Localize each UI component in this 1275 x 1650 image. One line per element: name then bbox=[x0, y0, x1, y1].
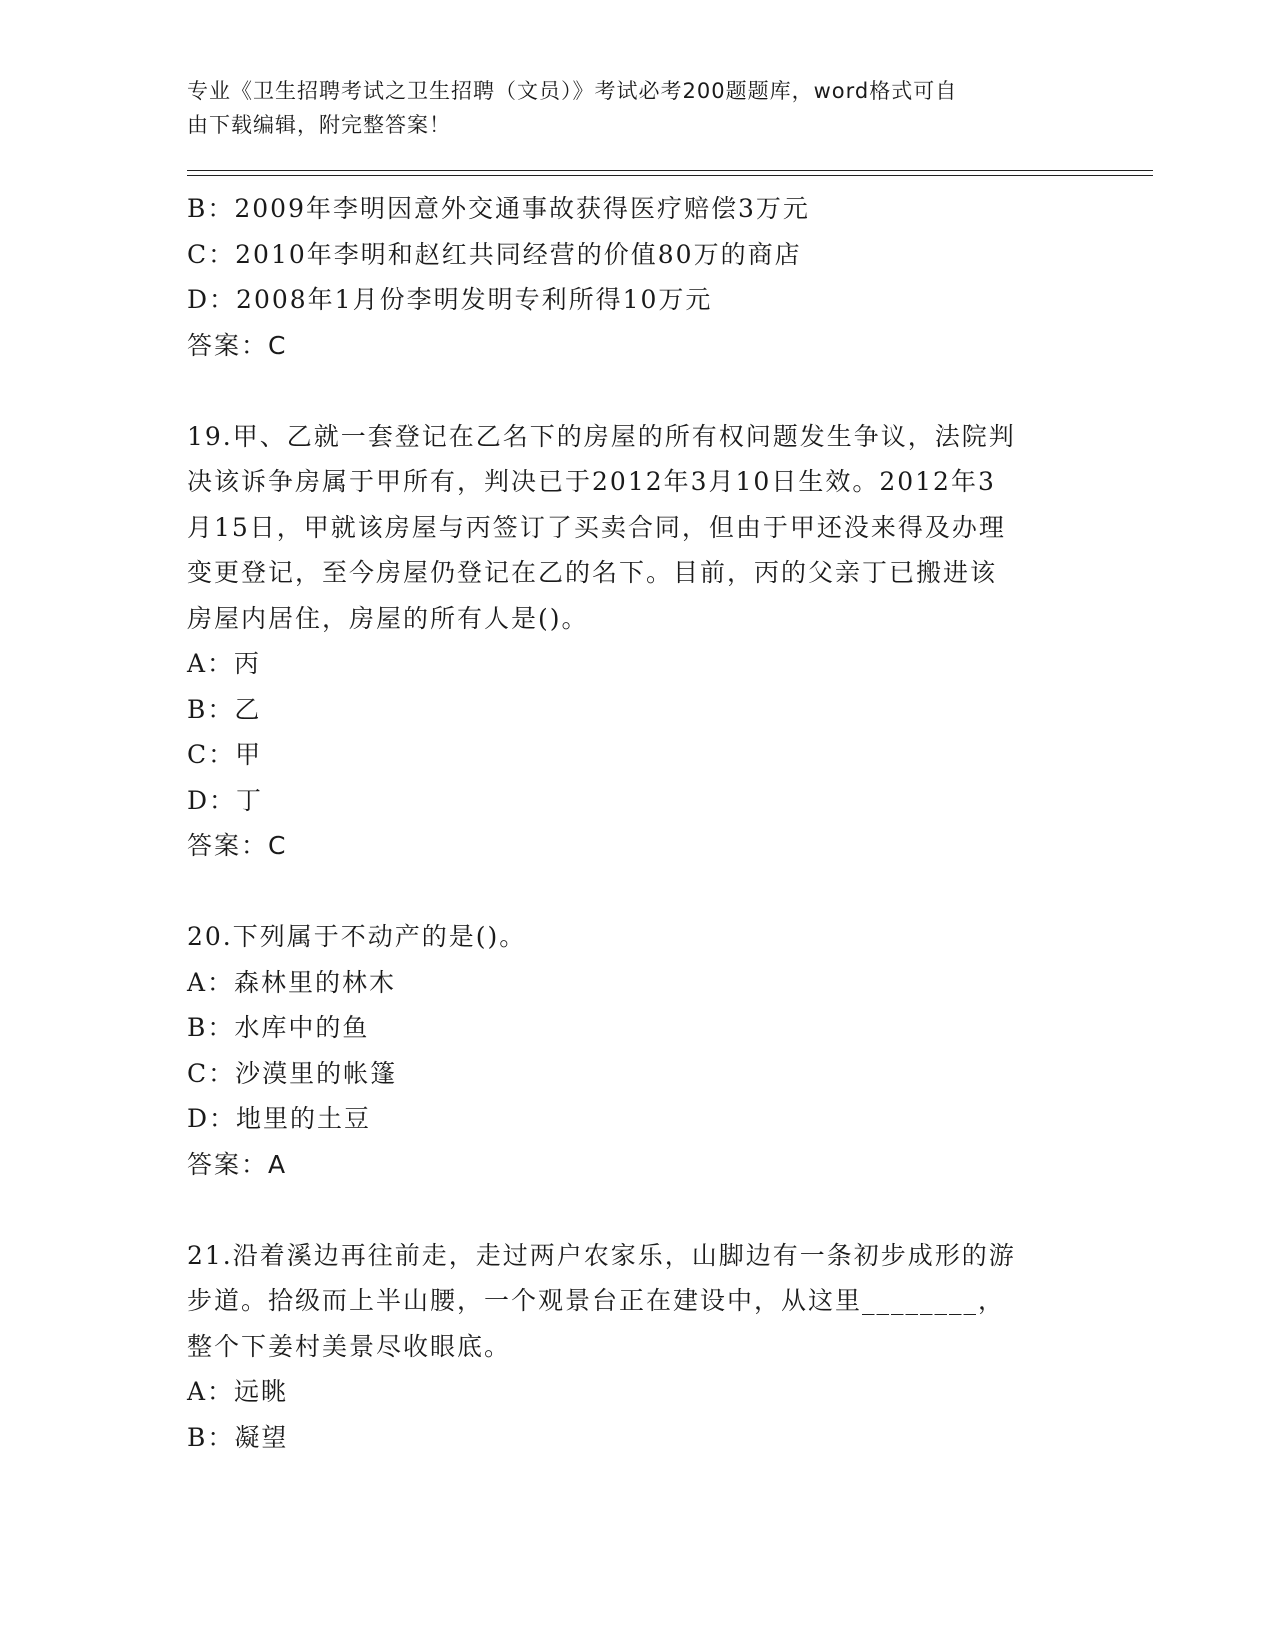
header-line-1: 专业《卫生招聘考试之卫生招聘（文员）》考试必考200题题库，word格式可自 bbox=[187, 79, 958, 103]
option-b: B：凝望 bbox=[187, 1422, 289, 1452]
question-20 bbox=[187, 914, 1087, 1187]
question-stem-line: 21.沿着溪边再往前走，走过两户农家乐，山脚边有一条初步成形的游 bbox=[187, 1240, 1016, 1270]
document-header bbox=[187, 74, 1067, 142]
option-b: B：水库中的鱼 bbox=[187, 1013, 370, 1042]
question-stem-line: 20.下列属于不动产的是()。 bbox=[187, 922, 527, 951]
option-a: A：丙 bbox=[187, 649, 262, 678]
question-stem-line: 房屋内居住，房屋的所有人是()。 bbox=[187, 603, 589, 633]
question-stem-line: 19.甲、乙就一套登记在乙名下的房屋的所有权问题发生争议，法院判 bbox=[187, 421, 1016, 451]
question-stem-line: 变更登记，至今房屋仍登记在乙的名下。目前，丙的父亲丁已搬进该 bbox=[187, 558, 998, 587]
question-stem-line: 步道。拾级而上半山腰，一个观景台正在建设中，从这里________， bbox=[187, 1286, 1006, 1315]
option-c: C：甲 bbox=[187, 740, 263, 769]
answer-line: 答案：A bbox=[187, 1149, 288, 1179]
option-b: B：2009年李明因意外交通事故获得医疗赔偿3万元 bbox=[187, 194, 810, 223]
option-b: B：乙 bbox=[187, 694, 262, 724]
option-a: A：远眺 bbox=[187, 1377, 289, 1406]
question-stem-line: 月15日，甲就该房屋与丙签订了买卖合同，但由于甲还没来得及办理 bbox=[187, 512, 1006, 542]
header-divider-bottom bbox=[187, 175, 1153, 176]
option-c: C：沙漠里的帐篷 bbox=[187, 1058, 398, 1088]
header-divider-top bbox=[187, 170, 1153, 171]
prev-question-block bbox=[187, 186, 1087, 368]
question-stem-line: 决该诉争房属于甲所有，判决已于2012年3月10日生效。2012年3 bbox=[187, 467, 996, 496]
option-d: D：2008年1月份李明发明专利所得10万元 bbox=[187, 285, 713, 314]
question-stem-line: 整个下姜村美景尽收眼底。 bbox=[187, 1331, 512, 1361]
option-d: D：丁 bbox=[187, 785, 264, 815]
header-line-2: 由下载编辑，附完整答案！ bbox=[187, 113, 451, 137]
option-a: A：森林里的林木 bbox=[187, 967, 397, 997]
question-21 bbox=[187, 1233, 1087, 1461]
option-d: D：地里的土豆 bbox=[187, 1104, 372, 1133]
question-content bbox=[187, 186, 1087, 1460]
answer-line: 答案：C bbox=[187, 330, 288, 360]
answer-line: 答案：C bbox=[187, 831, 288, 860]
option-c: C：2010年李明和赵红共同经营的价值80万的商店 bbox=[187, 239, 802, 269]
question-19 bbox=[187, 414, 1087, 869]
